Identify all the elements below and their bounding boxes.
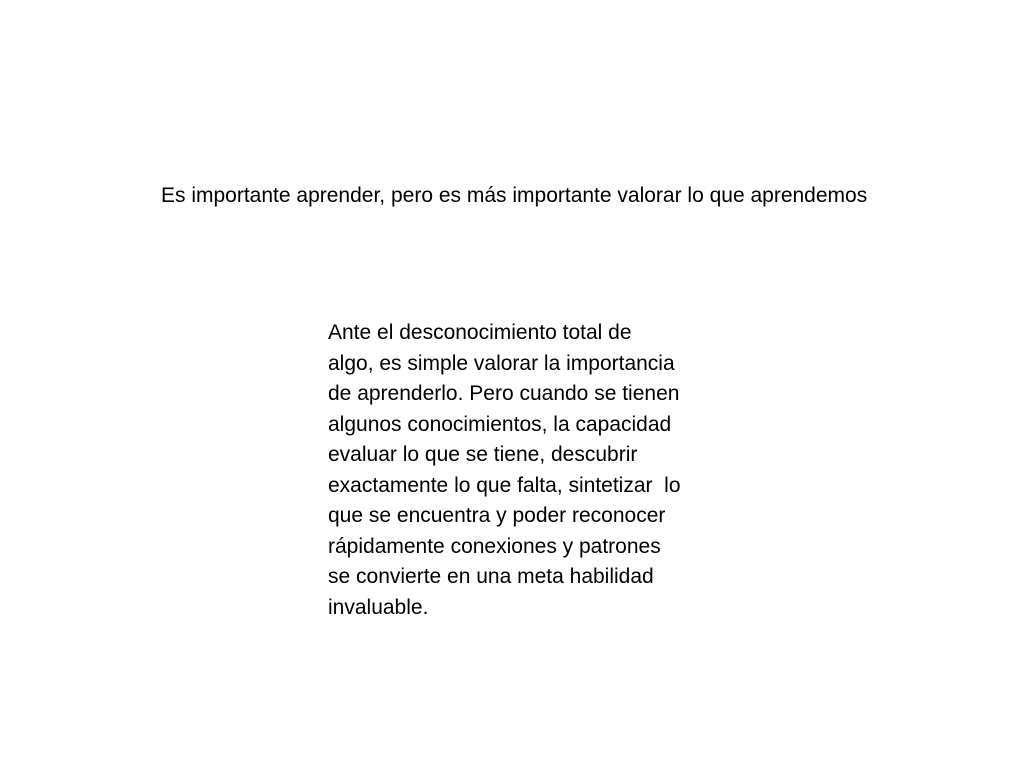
body-line: rápidamente conexiones y patrones [328,534,661,558]
body-line: de aprenderlo. Pero cuando se tienen [328,382,680,405]
body-line: invaluable. [328,595,429,619]
body-line: que se encuentra y poder reconocer [328,504,666,527]
body-line: algo, es simple valorar la importancia [328,351,675,375]
body-line: algunos conocimientos, la capacidad [328,412,672,436]
body-line: evaluar lo que se tiene, descubrir [328,443,638,466]
body-line: exactamente lo que falta, sintetizar lo [328,473,681,497]
body-line: se convierte en una meta habilidad [328,565,654,588]
slide-body-paragraph [328,318,748,623]
slide-title: Es importante aprender, pero es más importante valorar lo que aprendemos [161,184,868,207]
body-line: Ante el desconocimiento total de [328,321,632,344]
